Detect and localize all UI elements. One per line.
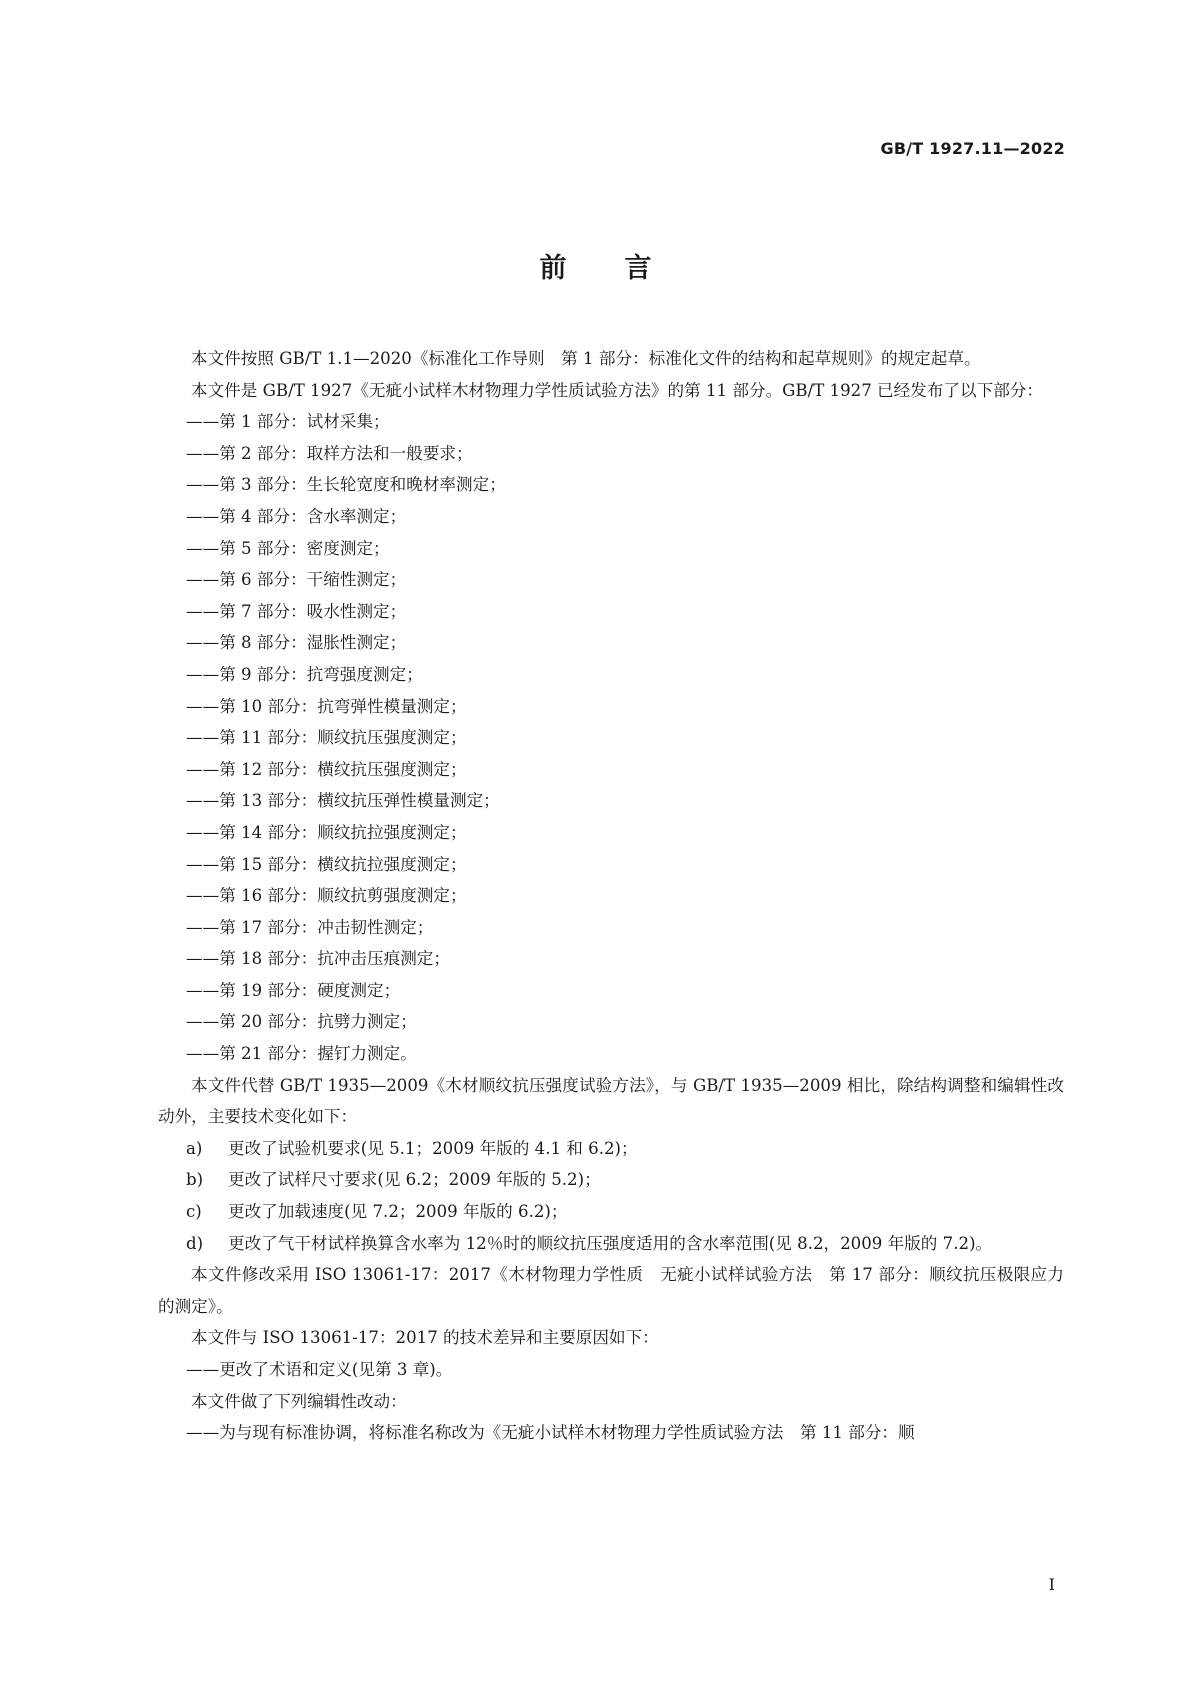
paragraph-series-intro: 本文件是 GB/T 1927《无疵小试样木材物理力学性质试验方法》的第 11 部分。GB/T 1927 已经发布了以下部分： bbox=[191, 380, 1043, 400]
list-item: ——第 14 部分：顺纹抗拉强度测定； bbox=[186, 822, 467, 842]
list-item: ——第 21 部分：握钉力测定。 bbox=[186, 1044, 417, 1064]
paragraph-tech-differences: 本文件与 ISO 13061-17：2017 的技术差异和主要原因如下： bbox=[191, 1328, 659, 1348]
list-item: ——第 3 部分：生长轮宽度和晚材率测定； bbox=[186, 475, 506, 495]
change-label: d) bbox=[186, 1233, 204, 1253]
paragraph-editorial-changes: 本文件做了下列编辑性改动： bbox=[191, 1391, 407, 1411]
change-text: 更改了加载速度(见 7.2；2009 年版的 6.2)； bbox=[228, 1202, 568, 1222]
changes-list bbox=[158, 1133, 1064, 1259]
change-item bbox=[158, 1228, 1064, 1260]
change-label: a) bbox=[186, 1138, 203, 1158]
change-text: 更改了气干材试样换算含水率为 12％时的顺纹抗压强度适用的含水率范围(见 8.2，2009 年版的 7.2)。 bbox=[228, 1233, 993, 1253]
list-item: ——第 11 部分：顺纹抗压强度测定； bbox=[186, 728, 467, 748]
change-item bbox=[158, 1133, 1064, 1165]
list-item: ——第 10 部分：抗弯弹性模量测定； bbox=[186, 696, 467, 716]
list-item: ——第 13 部分：横纹抗压弹性模量测定； bbox=[186, 791, 500, 811]
parts-list bbox=[158, 406, 1064, 1069]
list-item: ——第 8 部分：湿胀性测定； bbox=[186, 633, 407, 653]
change-label: b) bbox=[186, 1170, 204, 1190]
list-item: ——第 17 部分：冲击韧性测定； bbox=[186, 917, 434, 937]
list-item: ——第 15 部分：横纹抗拉强度测定； bbox=[186, 854, 467, 874]
list-item: ——第 9 部分：抗弯强度测定； bbox=[186, 664, 423, 684]
list-item: ——更改了术语和定义(见第 3 章)。 bbox=[186, 1360, 453, 1379]
paragraph-replaces: 本文件代替 GB/T 1935—2009《木材顺纹抗压强度试验方法》，与 GB/T 1935—2009 相比，除结构调整和编辑性改动外，主要技术变化如下： bbox=[158, 1075, 1064, 1127]
list-item: ——第 5 部分：密度测定； bbox=[186, 538, 390, 558]
standard-code: GB/T 1927.11—2022 bbox=[880, 139, 1065, 158]
list-item: ——第 18 部分：抗冲击压痕测定； bbox=[186, 949, 450, 969]
page-title: 前言 bbox=[539, 253, 710, 284]
change-item bbox=[158, 1164, 1064, 1196]
change-text: 更改了试验机要求(见 5.1；2009 年版的 4.1 和 6.2)； bbox=[228, 1138, 638, 1158]
list-item: ——第 19 部分：硬度测定； bbox=[186, 980, 401, 1000]
list-item: ——第 16 部分：顺纹抗剪强度测定； bbox=[186, 886, 467, 906]
change-item bbox=[158, 1196, 1064, 1228]
page-number: I bbox=[1048, 1575, 1055, 1594]
list-item: ——第 20 部分：抗劈力测定； bbox=[186, 1012, 417, 1032]
paragraph-iso-adoption: 本文件修改采用 ISO 13061-17：2017《木材物理力学性质 无疵小试样试验方法 第 17 部分：顺纹抗压极限应力的测定》。 bbox=[158, 1265, 1064, 1316]
list-item: ——第 7 部分：吸水性测定； bbox=[186, 601, 407, 621]
list-item: ——为与现有标准协调，将标准名称改为《无疵小试样木材物理力学性质试验方法 第 11 部分：顺 bbox=[186, 1423, 915, 1443]
list-item: ——第 6 部分：干缩性测定； bbox=[186, 570, 407, 590]
list-item: ——第 4 部分：含水率测定； bbox=[186, 506, 407, 526]
list-item: ——第 12 部分：横纹抗压强度测定； bbox=[186, 759, 467, 779]
paragraph-drafting-rules: 本文件按照 GB/T 1.1—2020《标准化工作导则 第 1 部分：标准化文件的结构和起草规则》的规定起草。 bbox=[191, 349, 981, 368]
change-label: c) bbox=[186, 1202, 202, 1222]
list-item: ——第 2 部分：取样方法和一般要求； bbox=[186, 443, 473, 463]
list-item: ——第 1 部分：试材采集； bbox=[186, 412, 390, 432]
foreword-body bbox=[158, 343, 1064, 1449]
change-text: 更改了试样尺寸要求(见 6.2；2009 年版的 5.2)； bbox=[228, 1170, 601, 1190]
